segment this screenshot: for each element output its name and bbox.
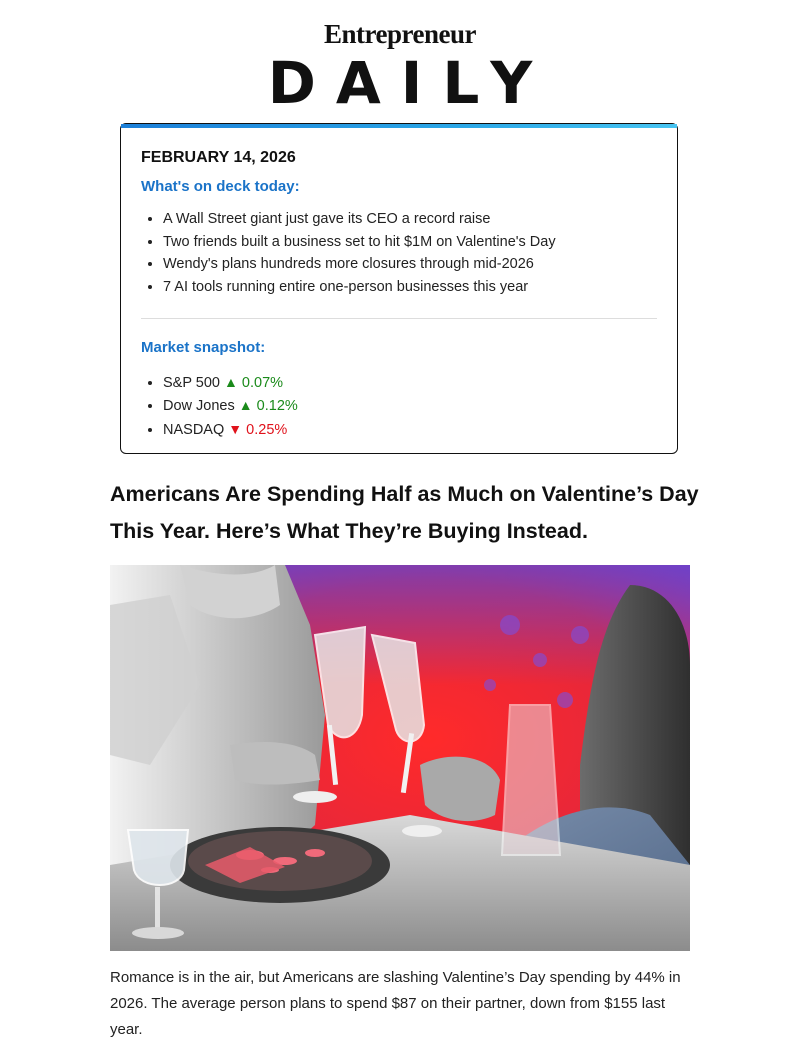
article-title[interactable]: Americans Are Spending Half as Much on Valentine’s Day This Year. Here’s What They’re Buying Instead.: [110, 482, 699, 543]
market-name: Dow Jones: [163, 398, 235, 415]
deck-heading: What's on deck today:: [141, 178, 300, 195]
masthead: [0, 18, 800, 117]
market-change: 0.12%: [256, 398, 298, 415]
up-arrow-icon: ▲: [238, 397, 253, 414]
deck-item[interactable]: • Wendy's plans hundreds more closures through mid-2026: [163, 253, 657, 276]
market-heading: Market snapshot:: [141, 338, 266, 356]
market-row-nasdaq: [163, 418, 657, 442]
deck-card: [120, 123, 678, 454]
deck-list: [141, 208, 657, 299]
market-name: NASDAQ: [163, 422, 225, 438]
deck-divider: [141, 318, 657, 319]
market-list: [141, 371, 657, 442]
market-change: 0.07%: [241, 374, 284, 391]
market-row-dow: [163, 394, 657, 418]
brand-logo[interactable]: Entrepreneur: [324, 19, 476, 49]
down-arrow-icon: ▼: [228, 421, 243, 437]
market-change: 0.25%: [246, 422, 288, 438]
up-arrow-icon: ▲: [224, 373, 238, 390]
article-body: Romance is in the air, but Americans are slashing Valentine’s Day spending by 44% in 2026. The average person plans to spend $87 on their partner, down from $155 last year.: [110, 969, 681, 1038]
deck-date: FEBRUARY 14, 2026: [141, 149, 296, 166]
market-name: S&P 500: [163, 374, 220, 391]
market-row-sp500: [163, 371, 657, 395]
champagne-toast-photo: [110, 565, 690, 951]
deck-item[interactable]: • A Wall Street giant just gave its CEO a record raise: [163, 208, 657, 231]
deck-item[interactable]: • Two friends built a business set to hit $1M on Valentine's Day: [163, 231, 657, 254]
article-hero-image[interactable]: [110, 565, 690, 951]
daily-wordmark: DAILY: [267, 49, 553, 117]
deck-item[interactable]: • 7 AI tools running entire one-person businesses this year: [163, 276, 657, 299]
